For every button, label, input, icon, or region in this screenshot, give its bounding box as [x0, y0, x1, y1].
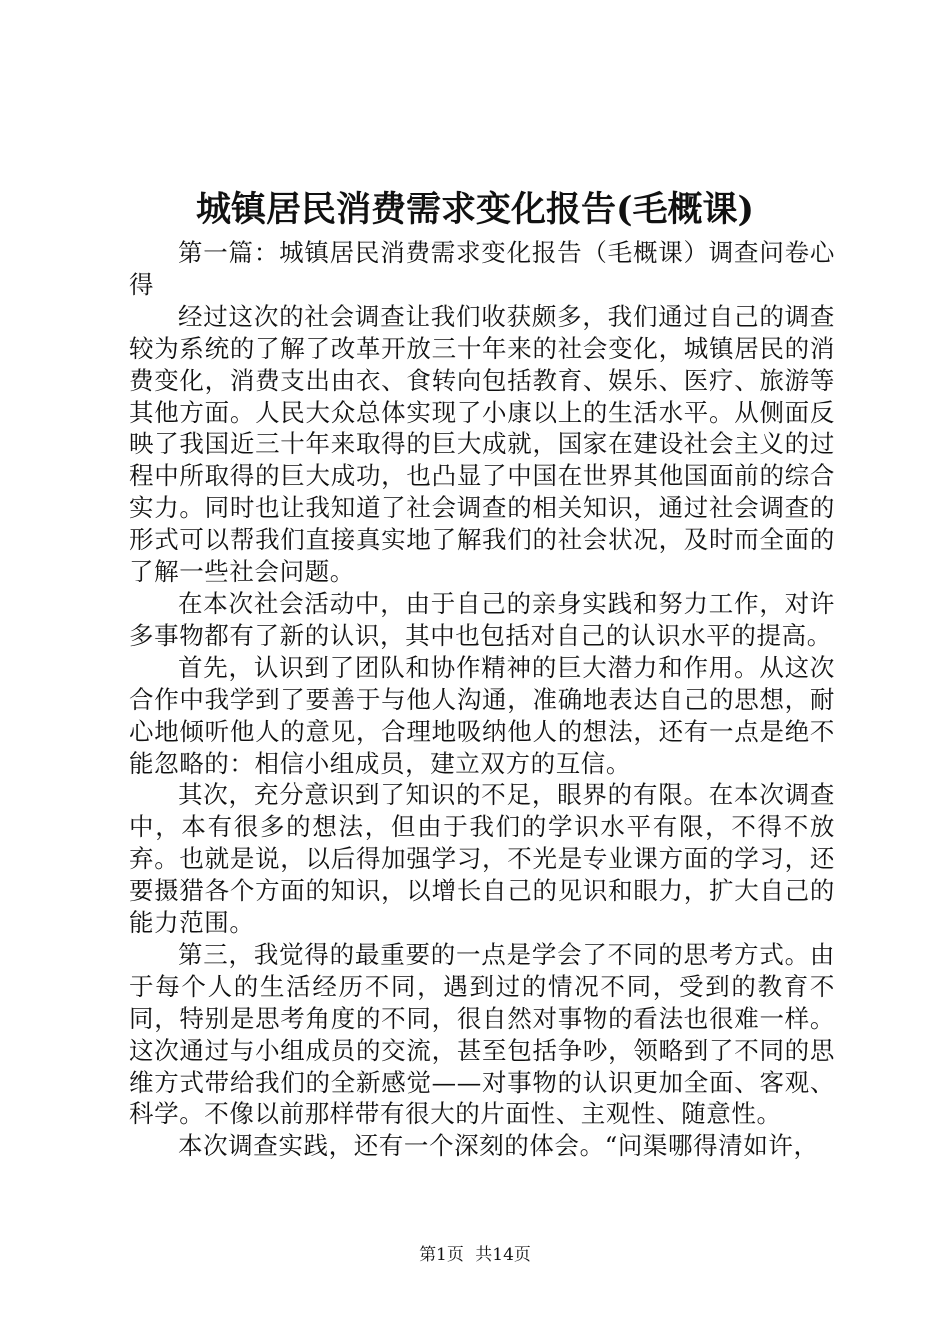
page-total: 共14页 — [475, 1245, 531, 1265]
paragraph: 其次，充分意识到了知识的不足，眼界的有限。在本次调查中，本有很多的想法，但由于我们的学识水平有限，不得不放弃。也就是说，以后得加强学习，不光是专业课方面的学习，还要摄猎各个方面的知识，以增长自己的见识和眼力，扩大自己的能力范围。 — [129, 780, 835, 938]
paragraph: 第三，我觉得的最重要的一点是学会了不同的思考方式。由于每个人的生活经历不同，遇到过的情况不同，受到的教育不同，特别是思考角度的不同，很自然对事物的看法也很难一样。这次通过与小组成员的交流，甚至包括争吵，领略到了不同的思维方式带给我们的全新感觉——对事物的认识更加全面、客观、科学。不像以前那样带有很大的片面性、主观性、随意性。 — [129, 939, 835, 1129]
paragraph: 经过这次的社会调查让我们收获颇多，我们通过自己的调查较为系统的了解了改革开放三十年来的社会变化，城镇居民的消费变化，消费支出由衣、食转向包括教育、娱乐、医疗、旅游等其他方面。人民大众总体实现了小康以上的生活水平。从侧面反映了我国近三十年来取得的巨大成就，国家在建设社会主义的过程中所取得的巨大成功，也凸显了中国在世界其他国面前的综合实力。同时也让我知道了社会调查的相关知识，通过社会调查的形式可以帮我们直接真实地了解我们的社会状况，及时而全面的了解一些社会问题。 — [129, 301, 835, 587]
paragraph: 本次调查实践，还有一个深刻的体会。“问渠哪得清如许， — [178, 1131, 819, 1161]
document-title: 城镇居民消费需求变化报告(毛概课) — [195, 189, 755, 230]
paragraph: 在本次社会活动中，由于自己的亲身实践和努力工作，对许多事物都有了新的认识，其中也包括对自己的认识水平的提高。 — [129, 588, 835, 650]
page-number: 第1页 — [419, 1245, 464, 1265]
paragraph: 首先，认识到了团队和协作精神的巨大潜力和作用。从这次合作中我学到了要善于与他人沟通，准确地表达自己的思想，耐心地倾听他人的意见，合理地吸纳他人的想法，还有一点是绝不能忽略的：相信小组成员，建立双方的互信。 — [129, 652, 835, 778]
page-footer — [0, 1243, 950, 1267]
document-body — [129, 237, 835, 1162]
paragraph-heading: 第一篇：城镇居民消费需求变化报告（毛概课）调查问卷心得 — [129, 238, 835, 299]
